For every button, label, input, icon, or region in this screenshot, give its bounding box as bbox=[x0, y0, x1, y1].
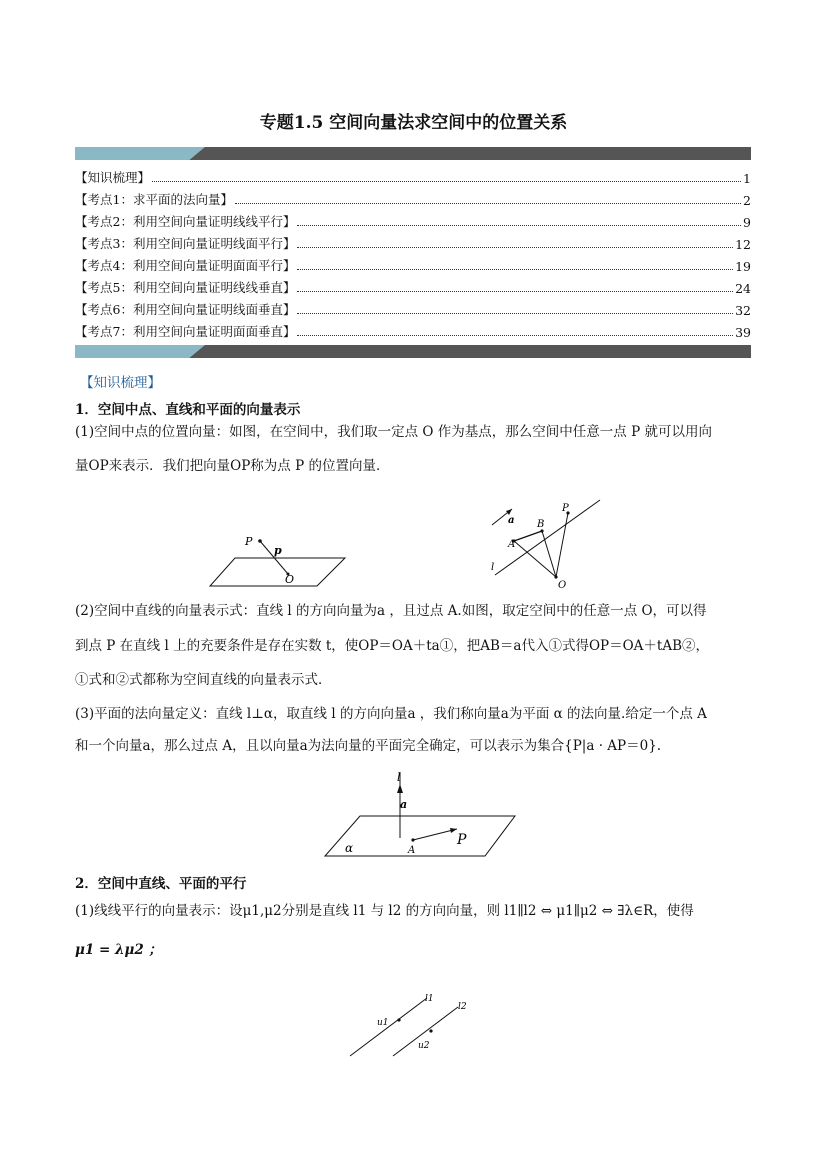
paragraph-3-line-1: (3)平面的法向量定义：直线 l⊥α，取直线 l 的方向向量a ，我们称向量a为平面 α 的法向量.给定一个点 A bbox=[75, 706, 707, 722]
label-l1: l1 bbox=[425, 994, 434, 1004]
label-l: l bbox=[491, 562, 495, 573]
figure-parallel-lines bbox=[345, 990, 480, 1060]
paragraph-2-line-1: (2)空间中直线的向量表示式：直线 l 的方向向量为a ，且过点 A.如图，取定空间中的任意一点 O，可以得 bbox=[75, 603, 707, 619]
toc-row[interactable]: 【考点6：利用空间向量证明线面垂直】 32 bbox=[75, 302, 751, 318]
label-u1: u1 bbox=[377, 1018, 389, 1028]
label-O: O bbox=[285, 573, 295, 586]
toc-row[interactable]: 【考点4：利用空间向量证明面面平行】 19 bbox=[75, 258, 751, 274]
label-B: B bbox=[537, 519, 545, 530]
label-l2: l2 bbox=[458, 1002, 467, 1012]
divider-bar-bottom bbox=[75, 345, 751, 358]
label-p: p bbox=[274, 544, 282, 557]
toc-row[interactable]: 【考点7：利用空间向量证明面面垂直】 39 bbox=[75, 324, 751, 340]
paragraph-2-line-2: 到点 P 在直线 l 上的充要条件是存在实数 t，使OP＝OA＋ta①，把AB＝a代入①式得OP＝OA＋tAB②， bbox=[75, 638, 710, 654]
label-A: A bbox=[508, 539, 516, 550]
label-a: a bbox=[508, 515, 515, 526]
paragraph-4-line-2: μ1 = λμ2 ； bbox=[75, 942, 162, 958]
label-a3: a bbox=[400, 798, 408, 811]
paragraph-4-line-1: (1)线线平行的向量表示：设μ1,μ2分别是直线 l1 与 l2 的方向向量，则 l1∥l2 ⇔ μ1∥μ2 ⇔ ∃λ∈R，使得 bbox=[75, 903, 694, 919]
label-A3: A bbox=[408, 845, 416, 856]
toc-row[interactable]: 【考点2：利用空间向量证明线线平行】 9 bbox=[75, 214, 751, 230]
figure-line-vector bbox=[480, 495, 610, 595]
label-P3: P bbox=[457, 832, 467, 848]
toc-row[interactable]: 【考点1：求平面的法向量】 2 bbox=[75, 192, 751, 208]
label-P2: P bbox=[562, 503, 569, 514]
label-l3: l bbox=[397, 771, 401, 784]
section-heading: 【知识梳理】 bbox=[80, 375, 161, 391]
toc-row[interactable]: 【考点5：利用空间向量证明线线垂直】 24 bbox=[75, 280, 751, 296]
heading-2: 2．空间中直线、平面的平行 bbox=[75, 876, 247, 892]
heading-1: 1．空间中点、直线和平面的向量表示 bbox=[75, 402, 301, 418]
paragraph-1-line-1: (1)空间中点的位置向量：如图，在空间中，我们取一定点 O 作为基点，那么空间中任意一点 P 就可以用向 bbox=[75, 424, 712, 440]
label-O2: O bbox=[558, 580, 567, 591]
toc-row[interactable]: 【考点3：利用空间向量证明线面平行】 12 bbox=[75, 236, 751, 252]
label-P: P bbox=[245, 535, 253, 548]
figure-normal-vector bbox=[320, 768, 520, 862]
page-title: 专题1.5 空间向量法求空间中的位置关系 bbox=[259, 113, 568, 133]
paragraph-2-line-3: ①式和②式都称为空间直线的向量表示式． bbox=[75, 672, 332, 688]
paragraph-1-line-2: 量OP来表示．我们把向量OP称为点 P 的位置向量． bbox=[75, 458, 390, 474]
figure-plane-point bbox=[205, 530, 350, 592]
label-u2: u2 bbox=[418, 1041, 430, 1051]
paragraph-3-line-2: 和一个向量a，那么过点 A，且以向量a为法向量的平面完全确定，可以表示为集合{P|a · AP＝0}. bbox=[75, 738, 662, 754]
toc-row[interactable]: 【知识梳理】 1 bbox=[75, 170, 751, 186]
divider-bar-top bbox=[75, 147, 751, 160]
label-alpha: α bbox=[345, 841, 354, 855]
